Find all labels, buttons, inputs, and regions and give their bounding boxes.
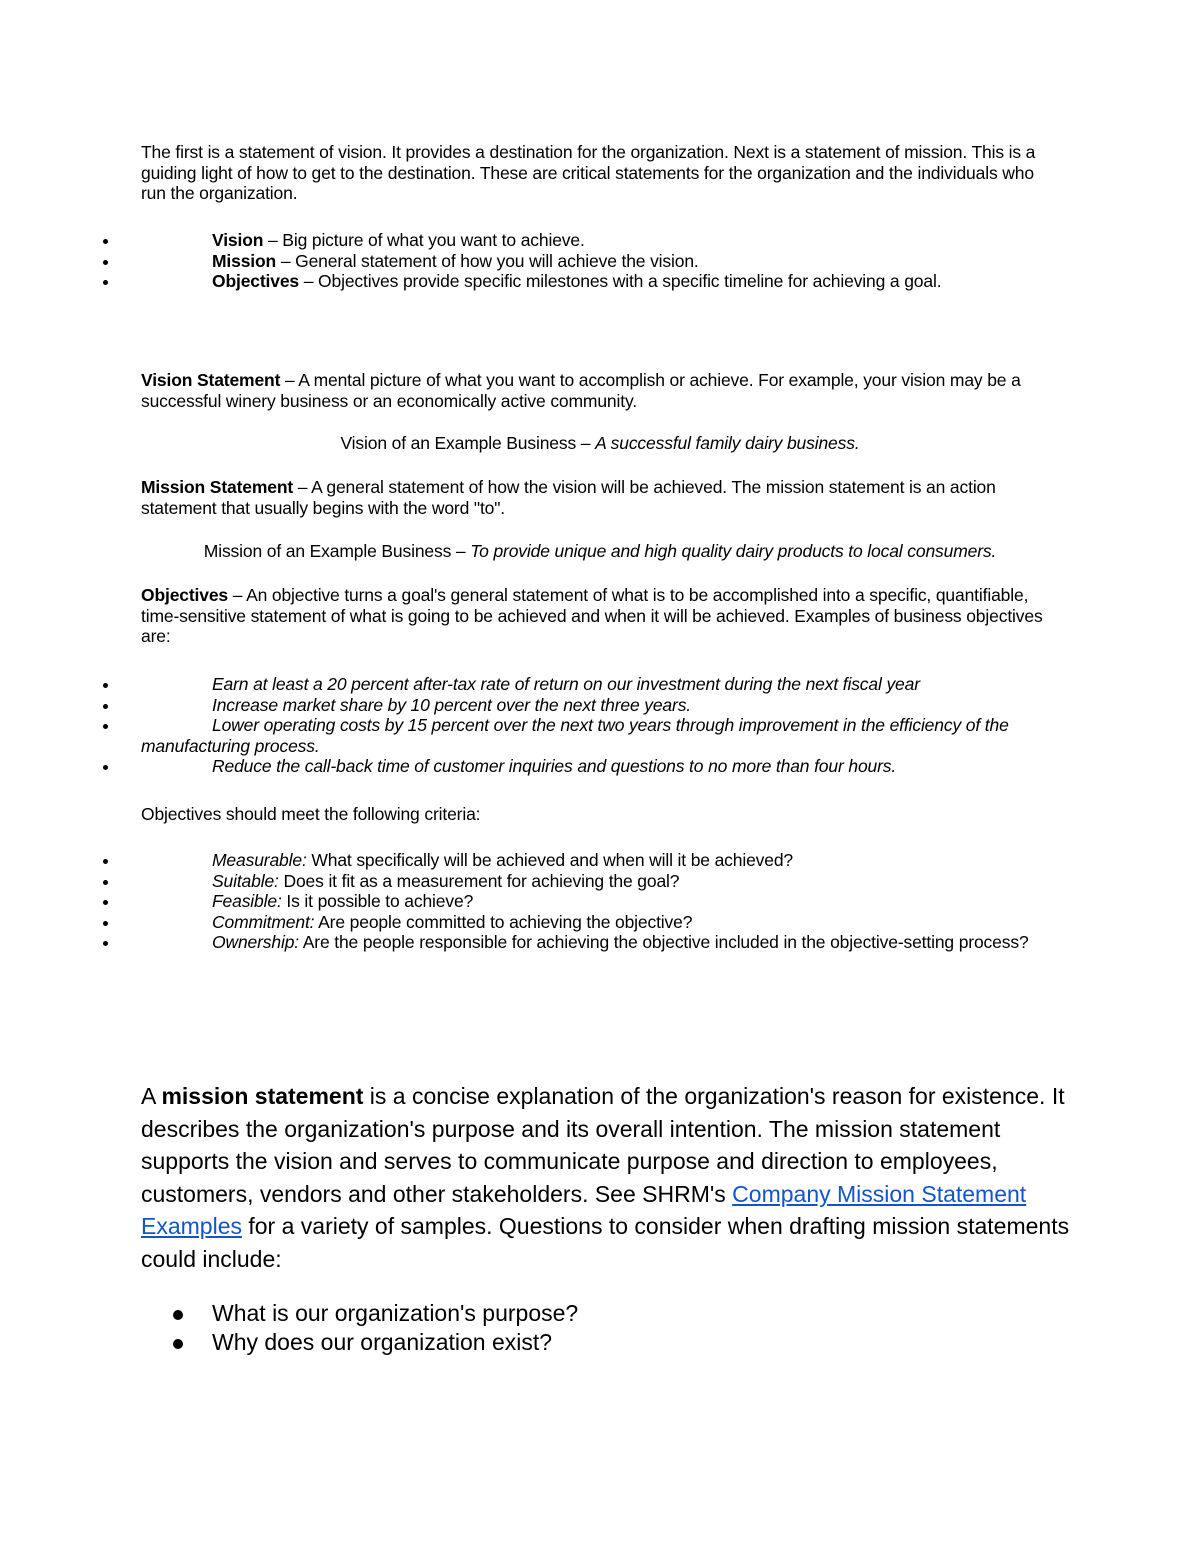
objective-example-item: Earn at least a 20 percent after-tax rate of return on our investment during the next fiscal year — [212, 674, 920, 694]
definition-text: – Objectives provide specific milestones with a specific timeline for achieving a goal. — [299, 271, 942, 291]
mission-example — [0, 541, 1200, 562]
mission-section-text: is a concise explanation of the organization's reason for existence. It describes the organization's purpose and its overall intention. The mission statement supports the vision and serves to communicate purpose and direction to employees, customers, vendors and other stakeholders. See SHRM's — [141, 1083, 1065, 1207]
bullet-icon — [103, 271, 111, 292]
criteria-item — [141, 912, 1071, 933]
objective-example-item: Reduce the call-back time of customer inquiries and questions to no more than four hours. — [212, 756, 897, 776]
mission-section-term: mission statement — [161, 1083, 364, 1109]
bullet-icon — [173, 1299, 185, 1328]
bullet-icon — [173, 1328, 185, 1357]
bullet-icon — [103, 230, 111, 251]
company-mission-statement-examples-link[interactable]: Company Mission Statement Examples — [141, 1180, 1027, 1240]
mission-statement-section — [141, 1080, 1071, 1276]
mission-section-post: for a variety of samples. Questions to consider when drafting mission statements could include: — [141, 1213, 1070, 1272]
objective-example-item: Increase market share by 10 percent over the next three years. — [212, 694, 692, 715]
vision-example-label: Vision of an Example Business – — [340, 433, 596, 453]
question-item: What is our organization's purpose? — [212, 1300, 579, 1326]
bullet-icon — [103, 251, 111, 272]
objectives-paragraph — [141, 585, 1061, 647]
bullet-icon — [103, 850, 111, 871]
criteria-term: Commitment: — [212, 911, 315, 932]
criteria-item — [141, 932, 1071, 953]
mission-example-text: To provide unique and high quality dairy products to local consumers. — [470, 541, 997, 561]
criteria-text: Is it possible to achieve? — [281, 891, 474, 911]
objectives-term: Objectives — [141, 585, 229, 605]
criteria-text: What specifically will be achieved and when will it be achieved? — [306, 850, 793, 870]
question-item: Why does our organization exist? — [212, 1329, 553, 1355]
mission-text: – A general statement of how the vision will be achieved. The mission statement is an action statement that usually begins with the word "to". — [141, 477, 996, 518]
vision-example-text: A successful family dairy business. — [595, 433, 860, 453]
bullet-icon — [103, 756, 111, 777]
vision-text: – A mental picture of what you want to accomplish or achieve. For example, your vision may be a successful winery business or an economically active community. — [141, 370, 1021, 411]
definition-item-objectives — [141, 271, 1071, 292]
bullet-icon — [103, 932, 111, 953]
criteria-term: Measurable: — [212, 850, 307, 870]
criteria-item — [141, 891, 1071, 912]
bullet-icon — [103, 871, 111, 892]
vision-statement-paragraph — [141, 370, 1061, 411]
criteria-term: Feasible: — [212, 891, 282, 911]
mission-term: Mission Statement — [141, 477, 294, 497]
bullet-icon — [103, 912, 111, 933]
objectives-text: – An objective turns a goal's general statement of what is to be accomplished into a specific, quantifiable, time-sensitive statement of what is going to be achieved and when it will be achieved. Examples of business objectives are: — [141, 585, 1043, 646]
criteria-intro: Objectives should meet the following criteria: — [141, 804, 481, 824]
criteria-text: Are the people responsible for achieving the objective included in the objective-setting process? — [299, 932, 1029, 952]
criteria-item — [141, 850, 1071, 871]
mission-statement-paragraph — [141, 477, 1061, 518]
bullet-icon — [103, 715, 111, 736]
definition-text: – Big picture of what you want to achieve. — [263, 230, 585, 250]
intro-paragraph: The first is a statement of vision. It provides a destination for the organization. Next is a statement of mission. This is a guiding light of how to get to the destination. These are critical statements for the organization and the individuals who run the organization. — [141, 142, 1036, 203]
mission-section-pre: A — [141, 1083, 162, 1109]
definition-item-mission — [141, 251, 1071, 272]
bullet-icon — [103, 674, 111, 695]
vision-example — [0, 433, 1200, 454]
definition-text: – General statement of how you will achieve the vision. — [276, 250, 699, 271]
vision-term: Vision Statement — [141, 370, 281, 390]
bullet-icon — [103, 891, 111, 912]
definition-item-vision — [141, 230, 1071, 251]
criteria-text: Are people committed to achieving the objective? — [314, 911, 693, 932]
criteria-text: Does it fit as a measurement for achieving the goal? — [278, 870, 680, 891]
objective-example-item: Lower operating costs by 15 percent over the next two years through improvement in the efficiency of the manufacturing process. — [141, 715, 1009, 756]
criteria-item — [141, 871, 1071, 892]
definition-term: Vision — [212, 230, 264, 250]
definition-term: Mission — [212, 250, 277, 271]
criteria-term: Suitable: — [212, 870, 279, 891]
mission-example-label: Mission of an Example Business – — [203, 541, 471, 561]
definition-term: Objectives — [212, 271, 300, 291]
bullet-icon — [103, 695, 111, 716]
criteria-term: Ownership: — [212, 932, 300, 952]
